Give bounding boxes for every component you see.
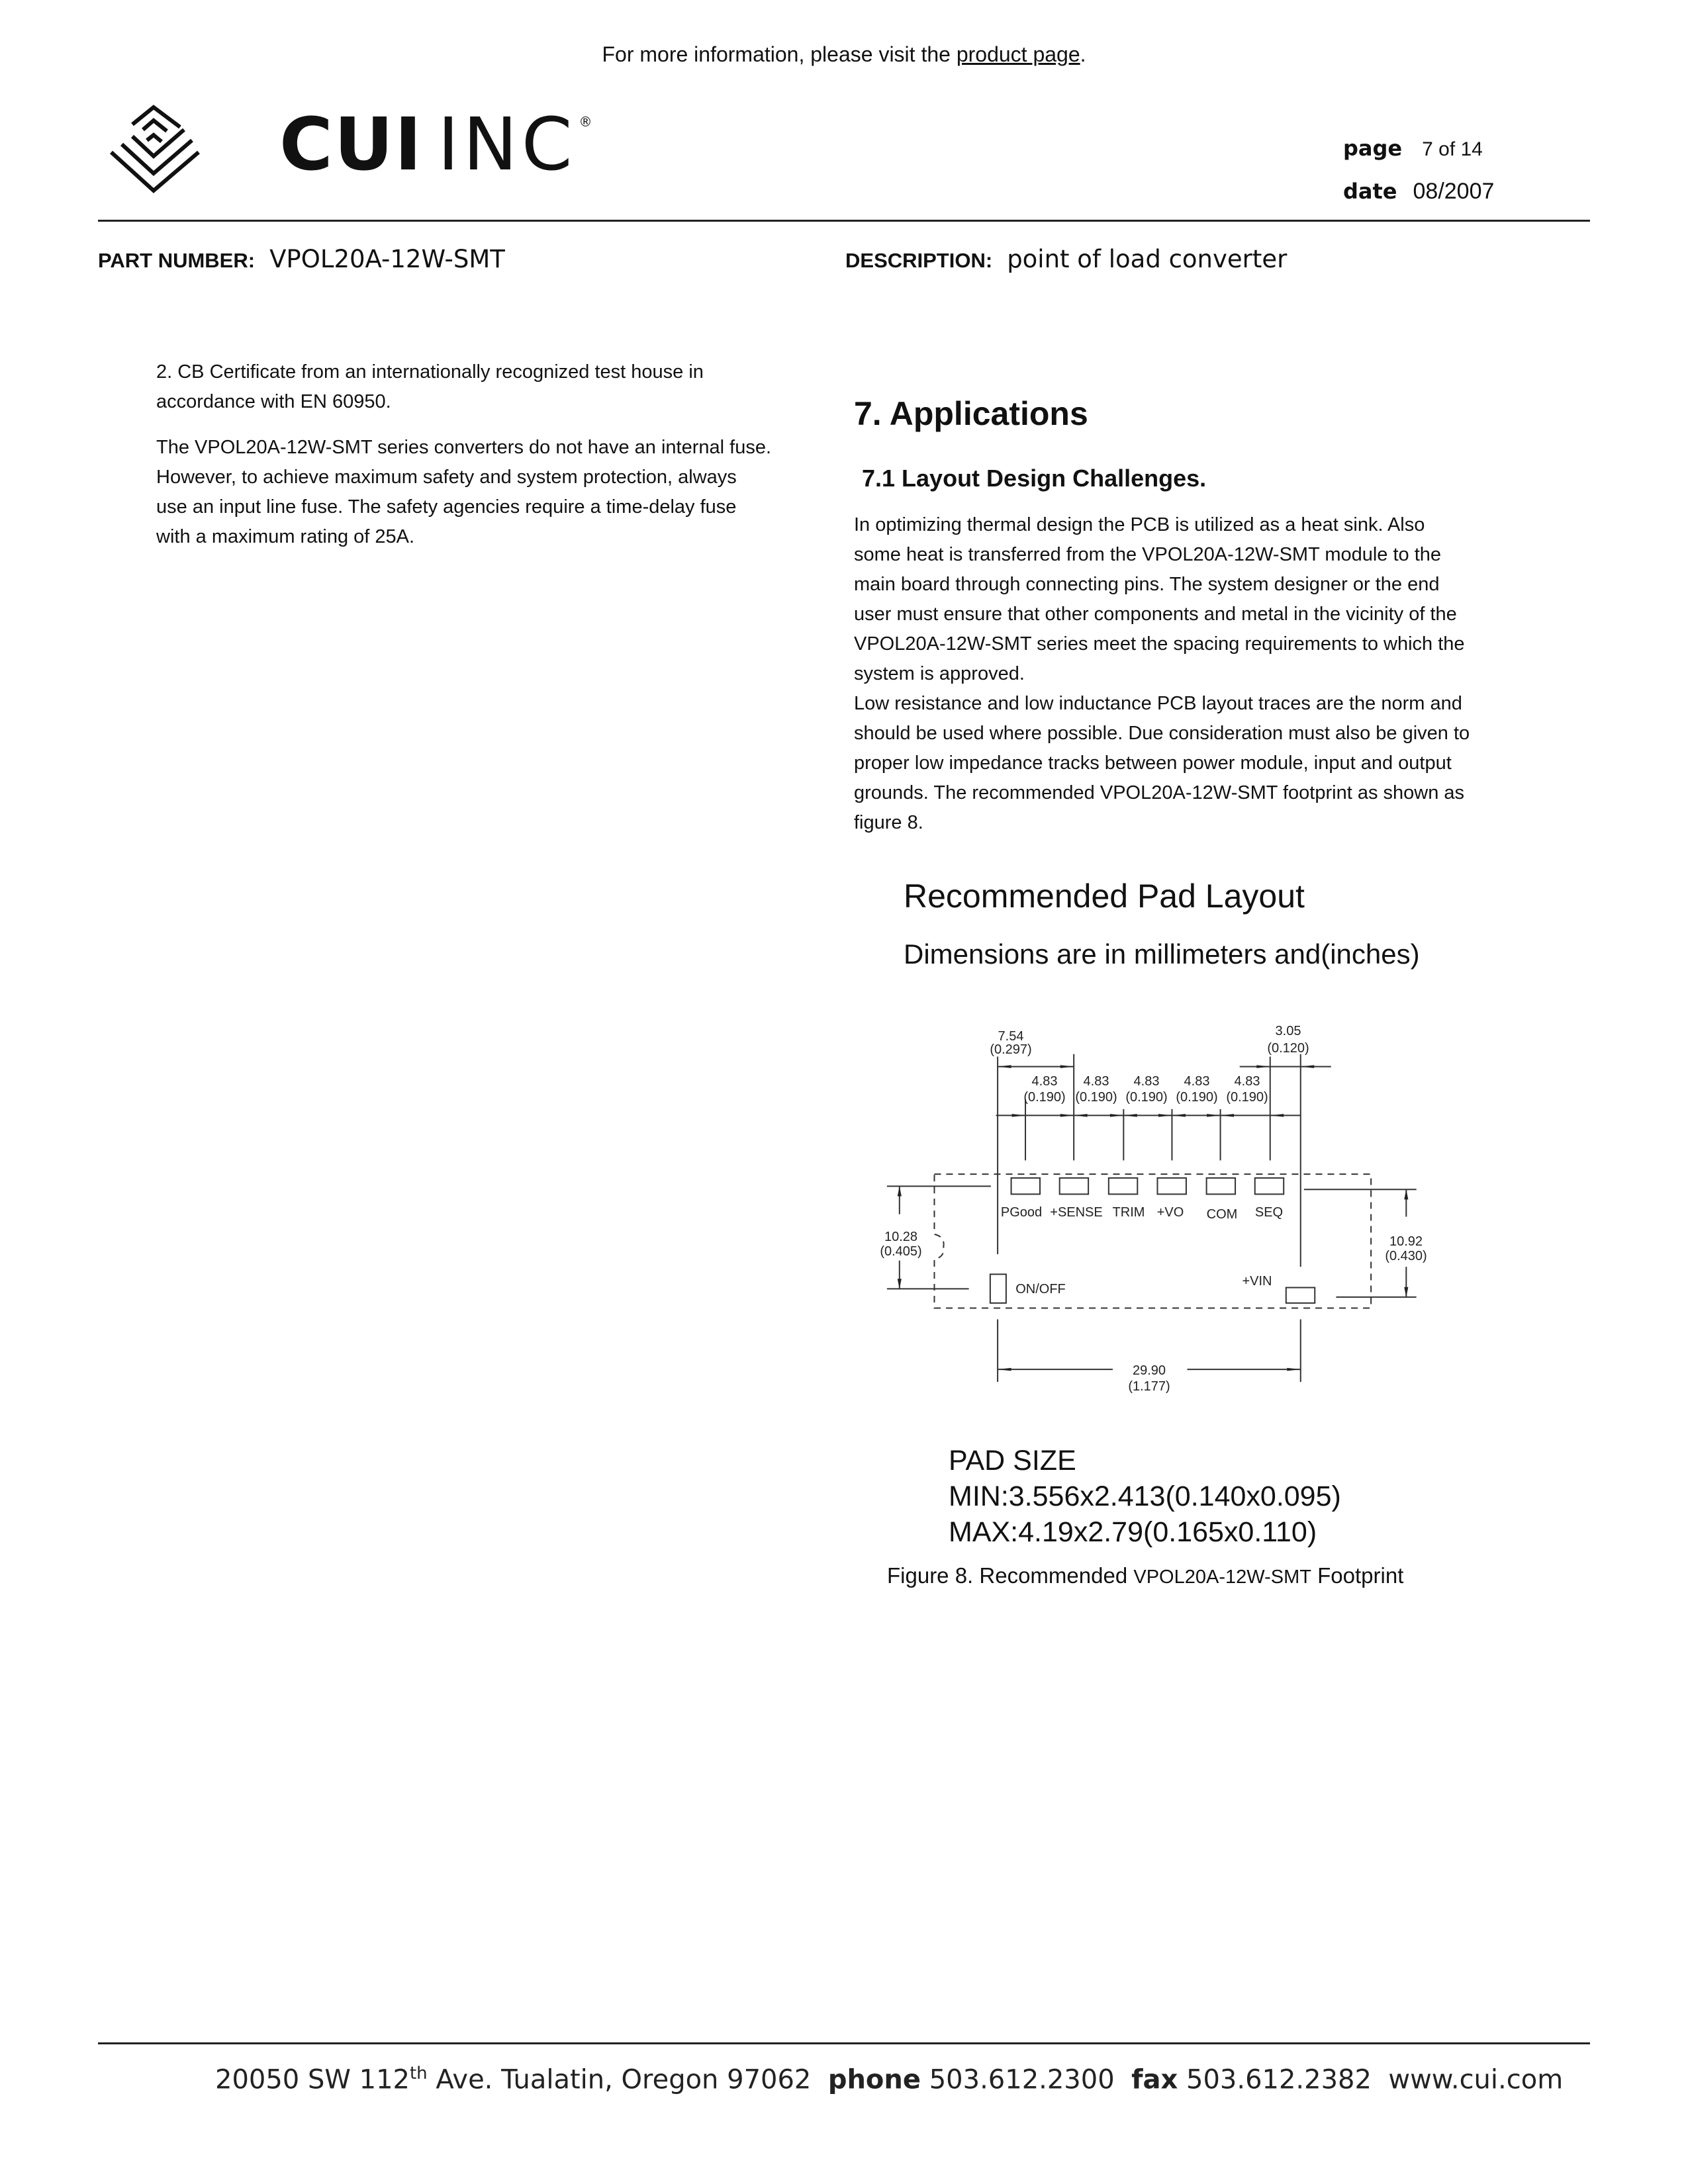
pad-pgood (1011, 1178, 1040, 1195)
pin-label: +SENSE (1050, 1205, 1103, 1220)
dim-label: (0.297) (990, 1042, 1032, 1057)
dim-label: 7.54 (998, 1029, 1024, 1044)
left-paragraph-2: The VPOL20A-12W-SMT series converters do not have an internal fuse. However, to achieve maximum safety and system protection, always use an input line fuse. The safety agencies require a time-delay fuse with a maximum rating of 25A. (156, 437, 772, 547)
dim-label: (0.190) (1075, 1090, 1117, 1105)
top-notice: For more information, please visit the product page. (602, 42, 1086, 66)
subsection-title: 7.1 Layout Design Challenges. (862, 465, 1207, 492)
pad-vin (1286, 1287, 1315, 1302)
part-number-row (98, 245, 505, 273)
pin-label: +VO (1156, 1205, 1184, 1220)
pad-seq (1255, 1178, 1284, 1195)
dim-label: (0.190) (1023, 1090, 1066, 1105)
arrowheads (898, 1065, 1409, 1371)
page-label: page (1343, 136, 1403, 161)
pad-trim (1109, 1178, 1137, 1195)
pad-size: PAD SIZE MIN:3.556x2.413(0.140x0.095) MAX:4.19x2.79(0.165x0.110) (949, 1445, 1341, 1548)
dim-label: 4.83 (1184, 1074, 1210, 1089)
figure-title: Recommended Pad Layout (904, 878, 1305, 915)
description-row (845, 245, 1287, 273)
pad-vo (1157, 1178, 1186, 1195)
pad-sense (1060, 1178, 1088, 1195)
dim-label: (0.190) (1176, 1090, 1218, 1105)
logo-wordmark: CUI INC ® (279, 102, 592, 187)
cui-logo-mark-icon (106, 98, 205, 204)
product-page-link[interactable]: product page (956, 42, 1080, 66)
dim-label: 4.83 (1234, 1074, 1260, 1089)
dim-label: 4.83 (1133, 1074, 1160, 1089)
dim-label: 4.83 (1031, 1074, 1058, 1089)
website-link[interactable]: www.cui.com (1388, 2064, 1564, 2095)
pin-label: COM (1206, 1207, 1238, 1222)
page-value: 7 of 14 (1422, 138, 1483, 160)
dim-label: 3.05 (1275, 1024, 1301, 1038)
dim-label: (0.190) (1226, 1090, 1268, 1105)
pin-label: ON/OFF (1015, 1282, 1066, 1297)
date-value: 08/2007 (1413, 179, 1495, 204)
footer-divider (98, 2042, 1590, 2044)
description-value: point of load converter (1007, 245, 1288, 273)
part-number-value: VPOL20A-12W-SMT (269, 245, 505, 273)
applications-body: In optimizing thermal design the PCB is utilized as a heat sink. Also some heat is transferred from the VPOL20A-12W-SMT module to the main board through connecting pins. The system designer or the end user must ensure that other components and metal in the vicinity of the VPOL20A-12W-SMT series meet the spacing requirements to which the system is approved. Low resistance and low inductance PCB layout traces are the norm and should be used where possible. Due consideration must also be given to proper low impedance tracks between power module, input and output grounds. The recommended VPOL20A-12W-SMT footprint as shown as figure 8. (854, 514, 1470, 833)
date-label: date (1343, 179, 1397, 204)
figure-subtitle: Dimensions are in millimeters and(inches) (904, 938, 1420, 970)
dim-label: (0.405) (880, 1244, 922, 1259)
dim-label: 10.92 (1389, 1234, 1423, 1249)
dim-label: 29.90 (1132, 1363, 1166, 1378)
description-label: DESCRIPTION: (845, 249, 993, 272)
section-title: 7. Applications (854, 395, 1088, 432)
pin-label: TRIM (1112, 1205, 1145, 1220)
dim-label: 10.28 (884, 1230, 918, 1244)
dim-label: (0.120) (1267, 1041, 1309, 1056)
date-row (1343, 179, 1494, 205)
pad-onoff (990, 1274, 1006, 1302)
header-divider (98, 220, 1590, 222)
pin-label: SEQ (1254, 1205, 1284, 1220)
dim-label: (1.177) (1128, 1379, 1170, 1394)
dim-label: 4.83 (1083, 1074, 1109, 1089)
figure-caption: Figure 8. Recommended VPOL20A-12W-SMT Footprint (887, 1563, 1404, 1588)
left-paragraph-1: 2. CB Certificate from an internationally recognized test house in accordance with EN 60950. (156, 361, 704, 412)
pin-label: PGood (1000, 1205, 1043, 1220)
pad-com (1207, 1178, 1235, 1195)
cui-logo (106, 98, 609, 207)
dim-label: (0.190) (1125, 1090, 1168, 1105)
page-row (1343, 136, 1483, 161)
part-number-label: PART NUMBER: (98, 249, 256, 272)
pin-label: +VIN (1242, 1274, 1272, 1289)
dim-label: (0.430) (1385, 1249, 1427, 1263)
footer-contact: 20050 SW 112th Ave. Tualatin, Oregon 97062 phone 503.612.2300 fax 503.612.2382 www.cui.com (215, 2064, 1564, 2095)
